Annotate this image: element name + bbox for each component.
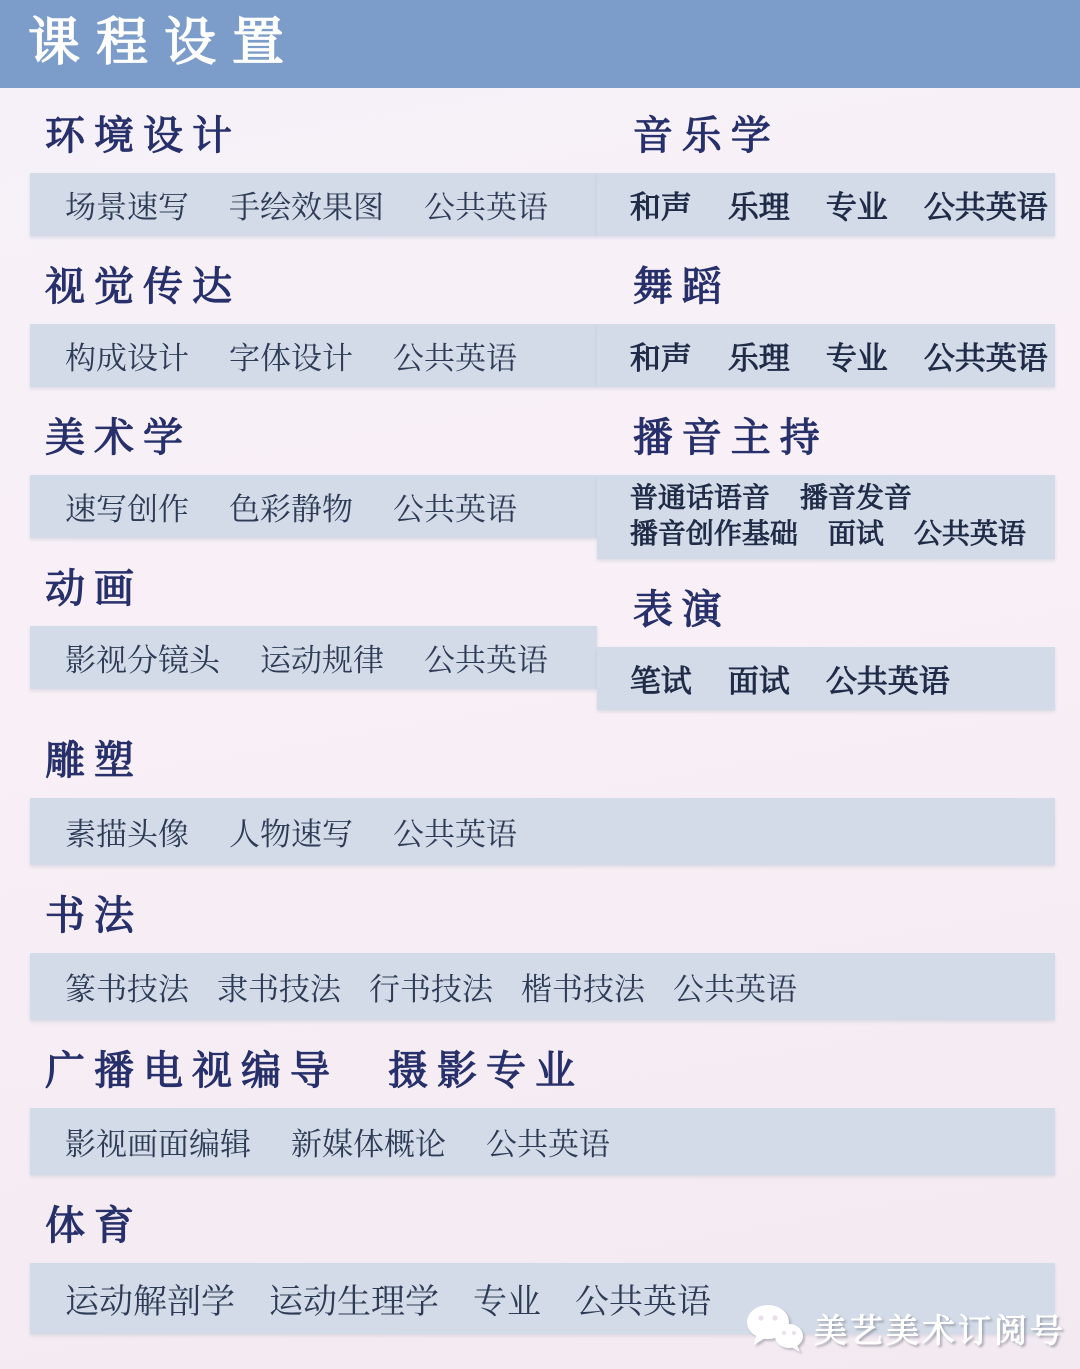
course-item: 公共英语 [424, 643, 548, 678]
course-item: 乐理 [727, 341, 790, 376]
course-line [630, 517, 1055, 553]
course-item: 人物速写 [229, 817, 353, 852]
course-item: 乐理 [727, 190, 790, 225]
course-item: 专业 [825, 190, 888, 225]
course-item: 新媒体概论 [291, 1127, 446, 1162]
course-item: 公共英语 [575, 1284, 711, 1321]
course-band [30, 475, 597, 538]
section-dance [597, 263, 1055, 387]
course-item: 场景速写 [65, 190, 189, 225]
course-item: 公共英语 [673, 972, 797, 1007]
course-item: 公共英语 [424, 190, 548, 225]
course-item: 构成设计 [65, 341, 189, 376]
right-column [597, 112, 1055, 737]
course-item: 隶书技法 [217, 972, 341, 1007]
watermark-label: 美艺美术订阅号 [814, 1311, 1066, 1349]
section-animation [30, 565, 597, 689]
course-item: 面试 [727, 664, 790, 699]
course-band [597, 475, 1055, 559]
course-item: 公共英语 [393, 492, 517, 527]
course-item: 影视分镜头 [65, 643, 220, 678]
course-item: 专业 [473, 1284, 541, 1321]
course-item: 素描头像 [65, 817, 189, 852]
course-band [30, 173, 597, 236]
wechat-icon [744, 1303, 806, 1353]
section-fine-arts [30, 414, 597, 538]
course-item: 运动解剖学 [65, 1284, 235, 1321]
course-item: 篆书技法 [65, 972, 189, 1007]
section-title: 音乐学 [632, 114, 780, 158]
course-item: 公共英语 [393, 341, 517, 376]
left-column [30, 112, 597, 716]
section-radio-tv-directing-photography [30, 1047, 1055, 1175]
course-band [30, 953, 1055, 1020]
course-item: 播音创作基础 [629, 519, 798, 550]
course-item: 和声 [629, 190, 692, 225]
course-band [597, 173, 1055, 236]
watermark [744, 1303, 1066, 1353]
course-band [597, 647, 1055, 710]
course-item: 播音发音 [799, 483, 912, 514]
course-band [30, 798, 1055, 865]
page-title: 课程设置 [28, 14, 301, 72]
course-item: 专业 [825, 341, 888, 376]
course-item: 公共英语 [913, 519, 1026, 550]
course-item: 公共英语 [825, 664, 950, 699]
two-column-area [30, 112, 1055, 737]
section-title: 美术学 [45, 416, 192, 460]
section-environment-design [30, 112, 597, 236]
section-broadcasting-hosting [597, 414, 1055, 559]
section-title: 广播电视编导 摄影专业 [45, 1049, 584, 1093]
section-title: 视觉传达 [45, 265, 241, 309]
course-item: 速写创作 [65, 492, 189, 527]
course-item: 笔试 [629, 664, 692, 699]
course-band [30, 324, 597, 387]
course-band [30, 1108, 1055, 1175]
section-performance [597, 586, 1055, 710]
course-item: 运动生理学 [269, 1284, 439, 1321]
course-band [597, 324, 1055, 387]
course-item: 楷书技法 [521, 972, 645, 1007]
course-line [630, 481, 1055, 517]
course-item: 字体设计 [229, 341, 353, 376]
section-title: 播音主持 [632, 416, 829, 460]
course-item: 手绘效果图 [229, 190, 384, 225]
page-header [0, 0, 1080, 88]
course-item: 公共英语 [486, 1127, 610, 1162]
section-title: 环境设计 [45, 114, 241, 158]
course-item: 公共英语 [923, 341, 1048, 376]
section-title: 舞蹈 [632, 265, 731, 309]
section-title: 雕塑 [45, 739, 143, 783]
section-title: 体育 [45, 1204, 143, 1248]
course-item: 公共英语 [393, 817, 517, 852]
section-musicology [597, 112, 1055, 236]
course-item: 和声 [629, 341, 692, 376]
course-item: 普通话语音 [629, 483, 770, 514]
section-title: 表演 [632, 588, 731, 632]
course-band [30, 626, 597, 689]
course-item: 影视画面编辑 [65, 1127, 251, 1162]
course-item: 行书技法 [369, 972, 493, 1007]
course-item: 面试 [827, 519, 884, 550]
section-sculpture [30, 737, 1055, 865]
section-title: 动画 [45, 567, 143, 611]
section-visual-communication [30, 263, 597, 387]
course-item: 色彩静物 [229, 492, 353, 527]
course-item: 运动规律 [260, 643, 384, 678]
section-calligraphy [30, 892, 1055, 1020]
course-item: 公共英语 [923, 190, 1048, 225]
content-area [0, 88, 1080, 1334]
section-title: 书法 [45, 894, 143, 938]
